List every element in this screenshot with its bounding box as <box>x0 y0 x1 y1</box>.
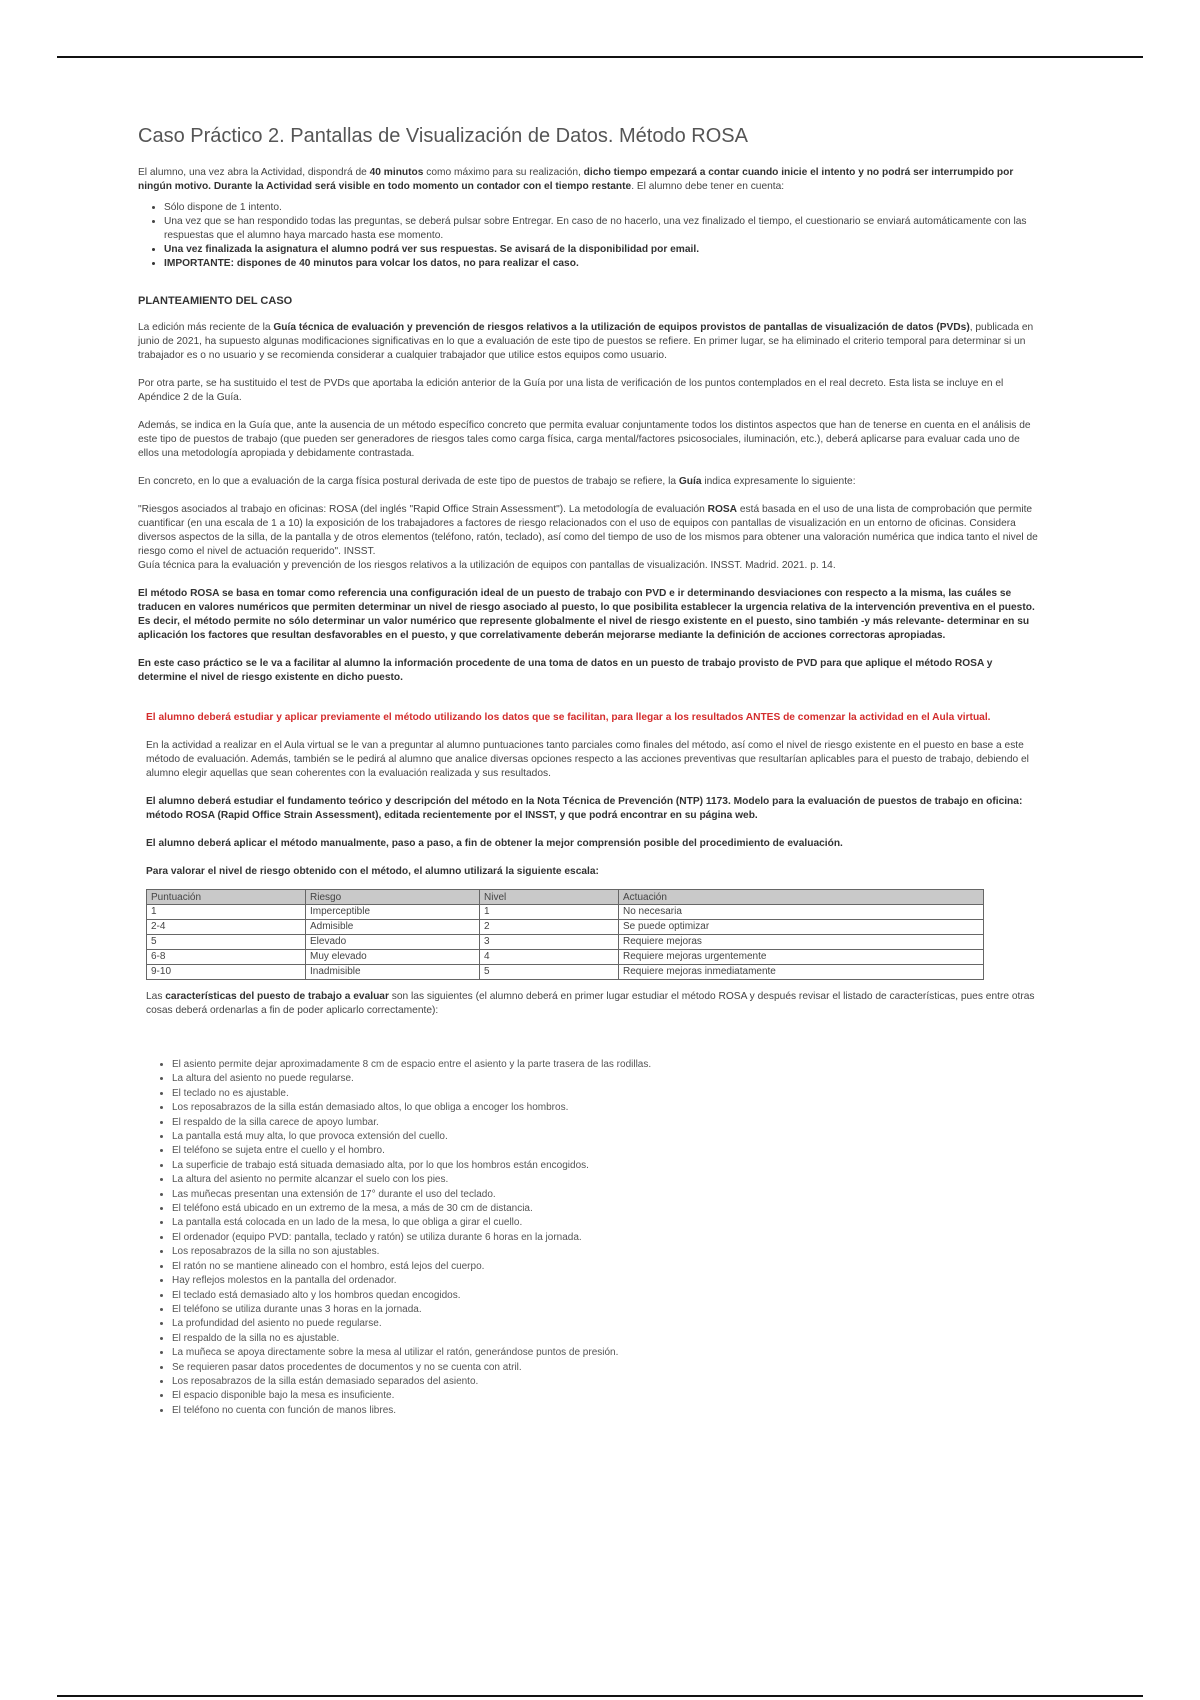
list-item: • El espacio disponible bajo la mesa es insuficiente. <box>172 1389 1038 1403</box>
bottom-rule <box>57 1695 1143 1697</box>
table-cell: Requiere mejoras urgentemente <box>619 950 984 965</box>
list-item: • El respaldo de la silla no es ajustable. <box>172 1332 1038 1346</box>
list-item: • Los reposabrazos de la silla están demasiado altos, lo que obliga a encoger los hombros. <box>172 1101 1038 1115</box>
table-cell: Muy elevado <box>306 950 480 965</box>
list-item: • La altura del asiento no permite alcanzar el suelo con los pies. <box>172 1173 1038 1187</box>
activity-paragraph-3: El alumno deberá aplicar el método manualmente, paso a paso, a fin de obtener la mejor comprensión posible del procedimiento de evaluación. <box>146 838 843 849</box>
case-quote: "Riesgos asociados al trabajo en oficinas: ROSA (del inglés "Rapid Office Strain Assessment"). La metodología de evaluación ROSA está basada en el uso de una lista de comprobación que permite cuantificar (en una escala de 1 a 10) la exposición de los trabajadores a factores de riesgo relacionados con el uso de equipos con pantallas de visualización en un entorno de oficinas. Considera diversos aspectos de la silla, de la pantalla y de otros elementos (teléfono, ratón, teclado), así como del tiempo de uso de los mismos para obtener una valoración numérica que indica tanto el nivel de riesgo como el nivel de actuación requerido". INSST. <box>138 504 1038 557</box>
red-notice: El alumno deberá estudiar y aplicar previamente el método utilizando los datos que se facilitan, para llegar a los resultados ANTES de comenzar la actividad en el Aula virtual. <box>146 712 991 723</box>
top-rule <box>57 56 1143 58</box>
table-header-cell: Puntuación <box>147 890 306 905</box>
case-paragraph-5: El método ROSA se basa en tomar como referencia una configuración ideal de un puesto de trabajo con PVD e ir determinando desviaciones con respecto a la misma, las cuáles se traducen en valores numéricos que permiten determinar un nivel de riesgo asociado al puesto, lo que posibilita establecer la urgencia relativa de la intervención preventiva en el puesto. Es decir, el método permite no sólo determinar un valor numérico que represente globalmente el nivel de riesgo existente en el puesto, sino también -y más relevante- determinar en su aplicación los factores que resultan desfavorables en el puesto, y que correlativamente deberán mejorarse mediante la definición de acciones correctoras apropiadas. <box>138 588 1035 641</box>
table-cell: No necesaria <box>619 905 984 920</box>
case-paragraph-6: En este caso práctico se le va a facilitar al alumno la información procedente de una toma de datos en un puesto de trabajo provisto de PVD para que aplique el método ROSA y determine el nivel de riesgo existente en dicho puesto. <box>138 658 993 683</box>
list-item: • El teléfono se sujeta entre el cuello y el hombro. <box>172 1144 1038 1158</box>
list-item: • El teléfono se utiliza durante unas 3 horas en la jornada. <box>172 1303 1038 1317</box>
section-heading: PLANTEAMIENTO DEL CASO <box>138 295 293 307</box>
list-item: • Los reposabrazos de la silla no son ajustables. <box>172 1245 1038 1259</box>
table-cell: Admisible <box>306 920 480 935</box>
table-cell: Inadmisible <box>306 965 480 980</box>
table-cell: 1 <box>480 905 619 920</box>
case-paragraph-3: Además, se indica en la Guía que, ante la ausencia de un método específico concreto que permita evaluar conjuntamente todos los distintos aspectos que han de tenerse en cuenta en el análisis de este tipo de puestos de trabajo (que pueden ser generadores de riesgos tales como carga física, carga mental/factores psicosociales, iluminación, etc.), deberá aplicarse para evaluar cada uno de ellos una metodología apropiada y debidamente contrastada. <box>138 420 1031 459</box>
case-paragraph-1: La edición más reciente de la Guía técnica de evaluación y prevención de riesgos relativos a la utilización de equipos provistos de pantallas de visualización de datos (PVDs), publicada en junio de 2021, ha supuesto algunas modificaciones significativas en lo que a evaluación de este tipo de puestos se refiere. En primer lugar, se ha eliminado el criterio temporal para determinar si un trabajador es o no usuario y se recomienda considerar a cualquier trabajador que utilice estos equipos como usuario. <box>138 322 1034 361</box>
table-header-cell: Nivel <box>480 890 619 905</box>
list-item: • El ratón no se mantiene alineado con el hombro, está lejos del cuerpo. <box>172 1260 1038 1274</box>
intro-paragraph: El alumno, una vez abra la Actividad, dispondrá de 40 minutos como máximo para su realización, dicho tiempo empezará a contar cuando inicie el intento y no podrá ser interrumpido por ningún motivo. Durante la Actividad será visible en todo momento un contador con el tiempo restante. El alumno debe tener en cuenta: <box>138 167 1014 192</box>
list-item: • Las muñecas presentan una extensión de 17° durante el uso del teclado. <box>172 1188 1038 1202</box>
table-row <box>147 935 984 950</box>
list-item: • La muñeca se apoya directamente sobre la mesa al utilizar el ratón, generándose puntos de presión. <box>172 1346 1038 1360</box>
activity-paragraph-2: El alumno deberá estudiar el fundamento teórico y descripción del método en la Nota Técnica de Prevención (NTP) 1173. Modelo para la evaluación de puestos de trabajo en oficina: método ROSA (Rapid Office Strain Assessment), editada recientemente por el INSST, y que podrá encontrar en su página web. <box>146 796 1023 821</box>
table-cell: Requiere mejoras <box>619 935 984 950</box>
table-cell: 2-4 <box>147 920 306 935</box>
table-row <box>147 965 984 980</box>
list-item: • El respaldo de la silla carece de apoyo lumbar. <box>172 1116 1038 1130</box>
characteristics-intro: Las características del puesto de trabajo a evaluar son las siguientes (el alumno deberá en primer lugar estudiar el método ROSA y después revisar el listado de características, pues entre otras cosas deberá ordenarlas a fin de poder aplicarlo correctamente): <box>146 991 1035 1016</box>
table-cell: 2 <box>480 920 619 935</box>
case-paragraph-2: Por otra parte, se ha sustituido el test de PVDs que aportaba la edición anterior de la Guía por una lista de verificación de los puntos contemplados en el real decreto. Esta lista se incluye en el Apéndice 2 de la Guía. <box>138 378 1004 403</box>
quote-source: Guía técnica para la evaluación y prevención de los riesgos relativos a la utilización de equipos con pantallas de visualización. INSST. Madrid. 2021. p. 14. <box>138 560 836 571</box>
table-cell: Imperceptible <box>306 905 480 920</box>
list-item: • El teléfono está ubicado en un extremo de la mesa, a más de 30 cm de distancia. <box>172 1202 1038 1216</box>
table-cell: 6-8 <box>147 950 306 965</box>
list-item: • La pantalla está colocada en un lado de la mesa, lo que obliga a girar el cuello. <box>172 1216 1038 1230</box>
table-row <box>147 905 984 920</box>
page-title: Caso Práctico 2. Pantallas de Visualización de Datos. Método ROSA <box>138 125 748 147</box>
table-cell: 9-10 <box>147 965 306 980</box>
table-cell: 1 <box>147 905 306 920</box>
document-body <box>138 124 1038 1418</box>
characteristics-list <box>138 1058 1038 1418</box>
table-header-cell: Actuación <box>619 890 984 905</box>
activity-paragraph-1: En la actividad a realizar en el Aula virtual se le van a preguntar al alumno puntuaciones tanto parciales como finales del método, así como el nivel de riesgo existente en el puesto en base a este método de evaluación. Además, también se le pedirá al alumno que analice diversas opciones respecto a las acciones preventivas que resultarían aplicables para el puesto de trabajo, debiendo el alumno elegir aquellas que sean coherentes con la evaluación realizada y sus resultados. <box>146 740 1029 779</box>
table-cell: 5 <box>480 965 619 980</box>
list-item: • La pantalla está muy alta, lo que provoca extensión del cuello. <box>172 1130 1038 1144</box>
risk-scale-table <box>146 889 984 980</box>
list-item: • El teléfono no cuenta con función de manos libres. <box>172 1404 1038 1418</box>
table-row <box>147 950 984 965</box>
table-header-cell: Riesgo <box>306 890 480 905</box>
intro-bullet-list <box>138 201 1038 271</box>
case-paragraph-4: En concreto, en lo que a evaluación de la carga física postural derivada de este tipo de puestos de trabajo se refiere, la Guía indica expresamente lo siguiente: <box>138 476 856 487</box>
list-item: • El teclado está demasiado alto y los hombros quedan encogidos. <box>172 1289 1038 1303</box>
list-item: • Una vez que se han respondido todas las preguntas, se deberá pulsar sobre Entregar. En caso de no hacerlo, una vez finalizado el tiempo, el cuestionario se enviará automáticamente con las respuestas que el alumno haya marcado hasta ese momento. <box>164 215 1038 243</box>
list-item: • Sólo dispone de 1 intento. <box>164 201 1038 215</box>
table-row <box>147 920 984 935</box>
table-cell: Elevado <box>306 935 480 950</box>
list-item: • El asiento permite dejar aproximadamente 8 cm de espacio entre el asiento y la parte trasera de las rodillas. <box>172 1058 1038 1072</box>
list-item: • La profundidad del asiento no puede regularse. <box>172 1317 1038 1331</box>
table-cell: Se puede optimizar <box>619 920 984 935</box>
list-item: • Hay reflejos molestos en la pantalla del ordenador. <box>172 1274 1038 1288</box>
list-item: • La altura del asiento no puede regularse. <box>172 1072 1038 1086</box>
list-item: • El ordenador (equipo PVD: pantalla, teclado y ratón) se utiliza durante 6 horas en la jornada. <box>172 1231 1038 1245</box>
table-cell: 3 <box>480 935 619 950</box>
list-item: • Los reposabrazos de la silla están demasiado separados del asiento. <box>172 1375 1038 1389</box>
table-header-row <box>147 890 984 905</box>
list-item: • Se requieren pasar datos procedentes de documentos y no se cuenta con atril. <box>172 1361 1038 1375</box>
list-item: • IMPORTANTE: dispones de 40 minutos para volcar los datos, no para realizar el caso. <box>164 257 1038 271</box>
table-cell: 5 <box>147 935 306 950</box>
table-cell: 4 <box>480 950 619 965</box>
list-item: • El teclado no es ajustable. <box>172 1087 1038 1101</box>
activity-paragraph-4: Para valorar el nivel de riesgo obtenido con el método, el alumno utilizará la siguiente escala: <box>146 866 599 877</box>
table-cell: Requiere mejoras inmediatamente <box>619 965 984 980</box>
list-item: • Una vez finalizada la asignatura el alumno podrá ver sus respuestas. Se avisará de la disponibilidad por email. <box>164 243 1038 257</box>
list-item: • La superficie de trabajo está situada demasiado alta, por lo que los hombros están encogidos. <box>172 1159 1038 1173</box>
